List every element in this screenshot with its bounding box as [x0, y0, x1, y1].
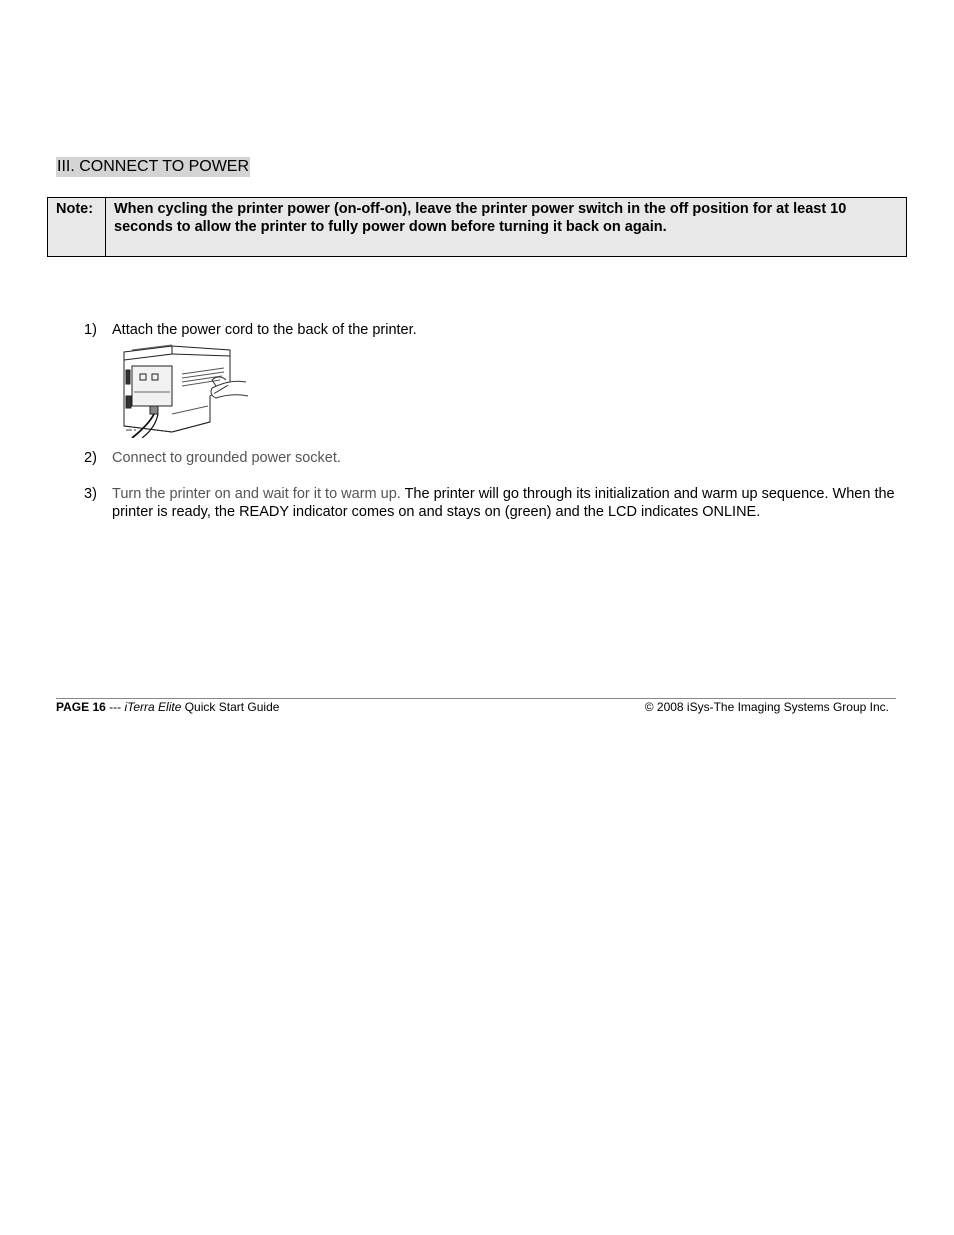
footer-page-info: [56, 700, 279, 715]
step-text-lead: Turn the printer on and wait for it to warm up.: [112, 486, 401, 502]
step-number: 3): [84, 486, 97, 502]
note-text: When cycling the printer power (on-off-on), leave the printer power switch in the off position for at least 10 seconds to allow the printer to fully power down before turning it back on again.: [106, 198, 907, 257]
note-box: [47, 197, 907, 257]
footer-copyright: © 2008 iSys-The Imaging Systems Group Inc.: [644, 700, 889, 714]
step-text: [112, 485, 902, 521]
step-number: 1): [84, 322, 97, 338]
guide-title: Quick Start Guide: [181, 700, 280, 714]
step-number: 2): [84, 450, 97, 466]
step-text: Connect to grounded power socket.: [112, 450, 341, 466]
step-text-rest: The printer will go through its initialization and warm up sequence. When the printer is ready, the READY indicator comes on and stays on (green) and the LCD indicates ONLINE.: [112, 486, 895, 520]
step-text: Attach the power cord to the back of the printer.: [112, 322, 417, 338]
printer-power-cord-illustration: [112, 344, 248, 438]
section-heading: III. CONNECT TO POWER: [57, 158, 250, 175]
note-label: Note:: [48, 198, 106, 257]
page-number: PAGE 16: [56, 700, 106, 714]
footer-separator: ---: [105, 700, 125, 714]
product-name: iTerra Elite: [124, 700, 182, 714]
footer-divider: [56, 698, 896, 699]
